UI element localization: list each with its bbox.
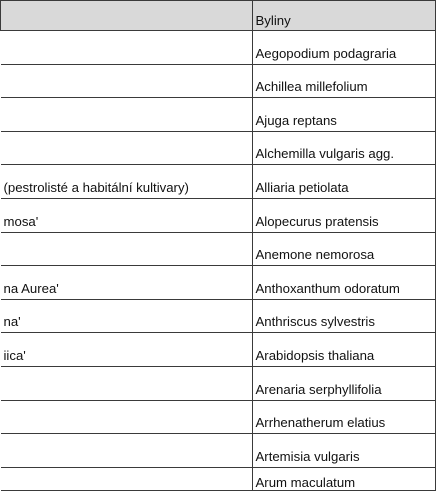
table-cell-left[interactable]	[1, 400, 253, 434]
table-cell-plant[interactable]: Anthriscus sylvestris	[252, 299, 436, 333]
table-row	[1, 400, 436, 434]
table-cell-left[interactable]: (pestrolisté a habitální kultivary)	[1, 165, 253, 199]
header-row	[1, 1, 436, 31]
table-cell-plant[interactable]: Arrhenatherum elatius	[252, 400, 436, 434]
table-cell-left[interactable]	[1, 31, 253, 65]
table-cell-plant[interactable]: Anemone nemorosa	[252, 232, 436, 266]
table-cell-plant[interactable]: Arum maculatum	[252, 467, 436, 490]
table-cell-plant[interactable]: Aegopodium podagraria	[252, 31, 436, 65]
table-cell-plant[interactable]: Alopecurus pratensis	[252, 198, 436, 232]
table-row	[1, 266, 436, 300]
table-cell-left[interactable]	[1, 64, 253, 98]
table-cell-left[interactable]: na'	[1, 299, 253, 333]
table-cell-left[interactable]	[1, 366, 253, 400]
table-cell-left[interactable]	[1, 98, 253, 132]
table-row	[1, 299, 436, 333]
header-cell-byliny[interactable]: Byliny	[252, 1, 436, 31]
table-cell-left[interactable]	[1, 232, 253, 266]
table-cell-plant[interactable]: Artemisia vulgaris	[252, 434, 436, 468]
table-row	[1, 366, 436, 400]
table-cell-left[interactable]	[1, 131, 253, 165]
table-cell-plant[interactable]: Arabidopsis thaliana	[252, 333, 436, 367]
table-cell-plant[interactable]: Achillea millefolium	[252, 64, 436, 98]
table-cell-left[interactable]: iica'	[1, 333, 253, 367]
table-row	[1, 232, 436, 266]
table-row	[1, 31, 436, 65]
table-row	[1, 198, 436, 232]
table-cell-left[interactable]: na Aurea'	[1, 266, 253, 300]
table-row	[1, 467, 436, 490]
table-row	[1, 131, 436, 165]
table-cell-left[interactable]	[1, 434, 253, 468]
table-row	[1, 434, 436, 468]
table-cell-left[interactable]: mosa'	[1, 198, 253, 232]
table-row	[1, 165, 436, 199]
header-cell-left[interactable]	[1, 1, 253, 31]
table-row	[1, 64, 436, 98]
table-cell-plant[interactable]: Alliaria petiolata	[252, 165, 436, 199]
table-cell-plant[interactable]: Ajuga reptans	[252, 98, 436, 132]
table-row	[1, 333, 436, 367]
table-row	[1, 98, 436, 132]
table-cell-plant[interactable]: Alchemilla vulgaris agg.	[252, 131, 436, 165]
table-cell-left[interactable]	[1, 467, 253, 490]
table-cell-plant[interactable]: Arenaria serphyllifolia	[252, 366, 436, 400]
table-cell-plant[interactable]: Anthoxanthum odoratum	[252, 266, 436, 300]
